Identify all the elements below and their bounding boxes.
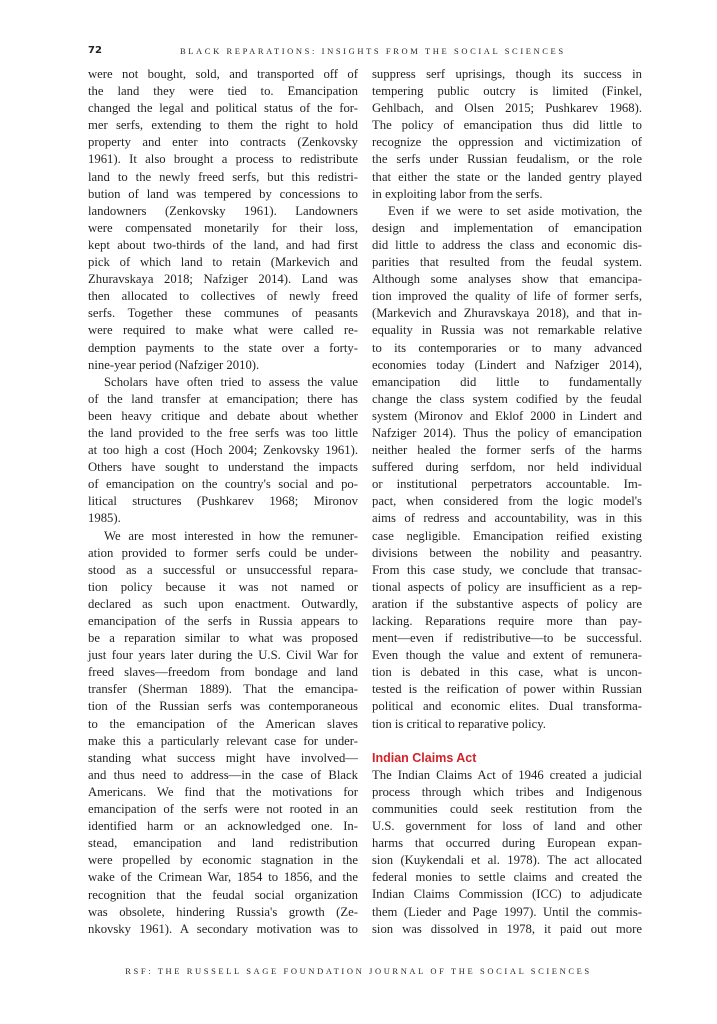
text-line: tion policy because it was not named or (88, 579, 358, 594)
text-line: Scholars have often tried to assess the value (104, 374, 358, 389)
text-line: From this case study, we conclude that transac- (372, 562, 642, 577)
section-heading: Indian Claims Act (372, 750, 477, 765)
page-number: 72 (88, 45, 102, 56)
text-line: divisions between the nobility and peasantry. (372, 545, 642, 560)
text-line: nine-year period (Nafziger 2010). (88, 357, 260, 372)
text-line: litical structures (Pushkarev 1968; Mironov (88, 494, 358, 509)
text-line: pick of which land to retain (Markevich and (88, 255, 358, 270)
text-line: the serfs under Russian feudalism, or the role (372, 152, 642, 167)
text-line: were propelled by economic stagnation in the (88, 853, 358, 868)
text-line: land to the newly freed serfs, but this redistri- (88, 169, 358, 184)
text-line: ation provided to former serfs could be under- (88, 545, 358, 560)
text-line: stood as a successful or unsuccessful repara- (88, 562, 358, 577)
paragraph (88, 528, 358, 938)
text-line: the land provided to the free serfs was too little (88, 425, 358, 440)
paragraph (88, 374, 358, 528)
text-line: equality in Russia was not remarkable relative (372, 323, 642, 338)
text-line: neither healed the former serfs of the harms (372, 443, 642, 458)
text-line: Even though the value and extent of remunera- (372, 648, 642, 663)
text-line: and thus need to address—in the case of Black (88, 767, 358, 782)
text-line: were required to make what were called re- (88, 323, 358, 338)
text-line: freed slaves—freedom from bondage and land (88, 665, 358, 680)
text-line: the land they were tied to. Emancipation (88, 84, 358, 99)
text-line: case negligible. Emancipation reified existing (372, 528, 642, 543)
text-line: The Indian Claims Act of 1946 created a judicial (372, 767, 642, 782)
text-line: kept about two-thirds of the land, and had first (88, 237, 358, 252)
text-line: at too high a cost (Hoch 2004; Zenkovsky 1961). (88, 443, 358, 458)
text-line: standing what success might have involved— (88, 750, 358, 765)
text-line: emancipation of the serfs in Russia appears to (88, 614, 358, 628)
text-line: aims of redress and accountability, was in this (372, 511, 642, 526)
text-line: serfs. Together these communes of peasants (88, 306, 358, 321)
text-line: emancipation of the serfs were not rooted in an (88, 802, 358, 817)
text-line: Others have sought to understand the impacts (88, 460, 358, 475)
text-line: tempering public outcry is limited (Finkel, (372, 84, 642, 99)
text-line: been heavy critique and debate about whether (88, 408, 358, 423)
text-line: parities that resulted from the feudal system. (372, 255, 642, 270)
text-line: were not bought, sold, and transported off of (88, 67, 358, 81)
text-line: Nafziger 2014). Thus the policy of emancipation (372, 425, 642, 440)
text-line: to the emancipation of the American slaves (88, 716, 358, 731)
text-line: Gehlbach, and Olsen 2015; Pushkarev 1968). (372, 101, 642, 116)
text-line: bution of land was tempered by concessions to (88, 186, 358, 201)
text-line: We are most interested in how the remuner- (104, 528, 358, 543)
text-line: tested is the reification of power within Russian (372, 682, 642, 697)
right-column (372, 66, 642, 938)
journal-footer: RSF: THE RUSSELL SAGE FOUNDATION JOURNAL OF THE SOCIAL SCIENCES (125, 966, 592, 976)
text-line: Americans. We find that the motivations for (88, 784, 358, 799)
text-line: make this a particularly relevant case for under- (88, 733, 358, 748)
text-line: change the class system codified by the feudal (372, 391, 642, 406)
running-head: BLACK REPARATIONS: INSIGHTS FROM THE SOCIAL SCIENCES (180, 46, 566, 56)
text-line: Even if we were to set aside motivation, the (388, 203, 642, 218)
text-line: of emancipation on the country's social and po- (88, 477, 358, 492)
text-line: sion (Kuykendali et al. 1978). The act allocated (372, 853, 642, 868)
text-line: was obsolete, hindering Russia's growth (Ze- (88, 904, 358, 919)
text-line: tion is critical to reparative policy. (372, 716, 546, 731)
text-line: landowners (Zenkovsky 1961). Landowners (88, 203, 358, 218)
text-line: them (Lieder and Page 1997). Until the commis- (372, 904, 642, 919)
text-line: recognize the oppression and victimization of (372, 135, 642, 150)
text-line: pact, when considered from the logic model's (372, 494, 642, 509)
text-line: nkovsky 1961). A secondary motivation was to (88, 921, 358, 936)
text-line: economies today (Lindert and Nafziger 2014), (372, 357, 642, 372)
text-line: U.S. government for loss of land and other (372, 819, 642, 834)
text-line: 1961). It also brought a process to redistribute (88, 152, 358, 167)
text-line: demption payments to the state over a forty- (88, 340, 358, 355)
text-line: of the land transfer at emancipation; there has (88, 391, 358, 406)
text-line: property and enter into contracts (Zenkovsky (88, 135, 358, 150)
paragraph (372, 767, 642, 938)
text-line: aration if the substantive aspects of policy are (372, 596, 642, 611)
text-line: recognition that the feudal social organization (88, 887, 358, 902)
text-line: be a reparation similar to what was proposed (88, 631, 358, 646)
text-line: suppress serf uprisings, though its success in (372, 67, 642, 81)
text-line: changed the legal and political status of the for- (88, 101, 358, 116)
paragraph (372, 203, 642, 733)
text-line: Zhuravskaya 2018; Nafziger 2014). Land was (88, 272, 358, 287)
text-line: declared as such upon enactment. Outwardly, (88, 596, 358, 611)
text-line: federal monies to settle claims and created the (372, 870, 642, 885)
text-line: design and implementation of emancipation (372, 220, 642, 235)
text-line: that either the state or the landed gentry played (372, 169, 642, 184)
text-line: transfer (Sherman 1889). That the emancipa- (88, 682, 358, 697)
text-line: in exploiting labor from the serfs. (372, 186, 543, 201)
text-line: stead, emancipation and land redistribution (88, 836, 358, 851)
text-line: process through which tribes and Indigenous (372, 784, 642, 799)
paragraph (372, 66, 642, 203)
text-line: Although some analyses show that emancipa- (372, 272, 642, 287)
paragraph (88, 66, 358, 374)
text-line: did little to address the class and economic dis- (372, 237, 642, 252)
text-line: just four years later during the U.S. Civil War for (88, 648, 358, 663)
text-line: 1985). (88, 511, 121, 526)
text-line: The policy of emancipation thus did little to (372, 118, 642, 133)
text-line: communities could seek restitution from the (372, 801, 642, 816)
text-line: (Markevich and Zhuravskaya 2018), and that in- (372, 306, 642, 321)
text-line: Indian Claims Commission (ICC) to adjudicate (372, 887, 642, 902)
text-line: political and economic elites. Dual transforma- (372, 699, 642, 714)
text-line: lacking. Reparations require more than pay- (372, 614, 642, 628)
text-line: tional aspects of policy are insufficient as a rep- (372, 579, 642, 594)
left-column (88, 66, 358, 938)
text-line: wake of the Crimean War, 1854 to 1856, and the (88, 870, 358, 885)
text-line: were compensated monetarily for their loss, (88, 220, 358, 235)
text-line: emancipation did little to fundamentally (372, 374, 642, 389)
text-line: to its contemporaries or to many advanced (372, 340, 642, 355)
text-line: system (Mironov and Eklof 2000 in Lindert and (372, 408, 642, 423)
text-line: ment—even if redistributive—to be successful. (372, 631, 642, 646)
text-line: then allocated to collectives of newly freed (88, 289, 358, 304)
text-line: harms that occurred during European expan- (372, 836, 642, 851)
text-line: mer serfs, extending to them the right to hold (88, 118, 358, 133)
text-line: suffered during serfdom, nor held individual (372, 460, 642, 475)
text-line: sion was dissolved in 1978, it paid out more (372, 921, 642, 936)
text-line: tion is debated in this case, what is uncon- (372, 665, 642, 680)
text-line: tion improved the quality of life of former serfs, (372, 289, 642, 304)
text-line: or institutional perpetrators accountable. Im- (372, 477, 642, 492)
text-line: identified harm or an acknowledged one. In- (88, 819, 358, 834)
text-line: tion of the Russian serfs was contemporaneous (88, 699, 358, 714)
